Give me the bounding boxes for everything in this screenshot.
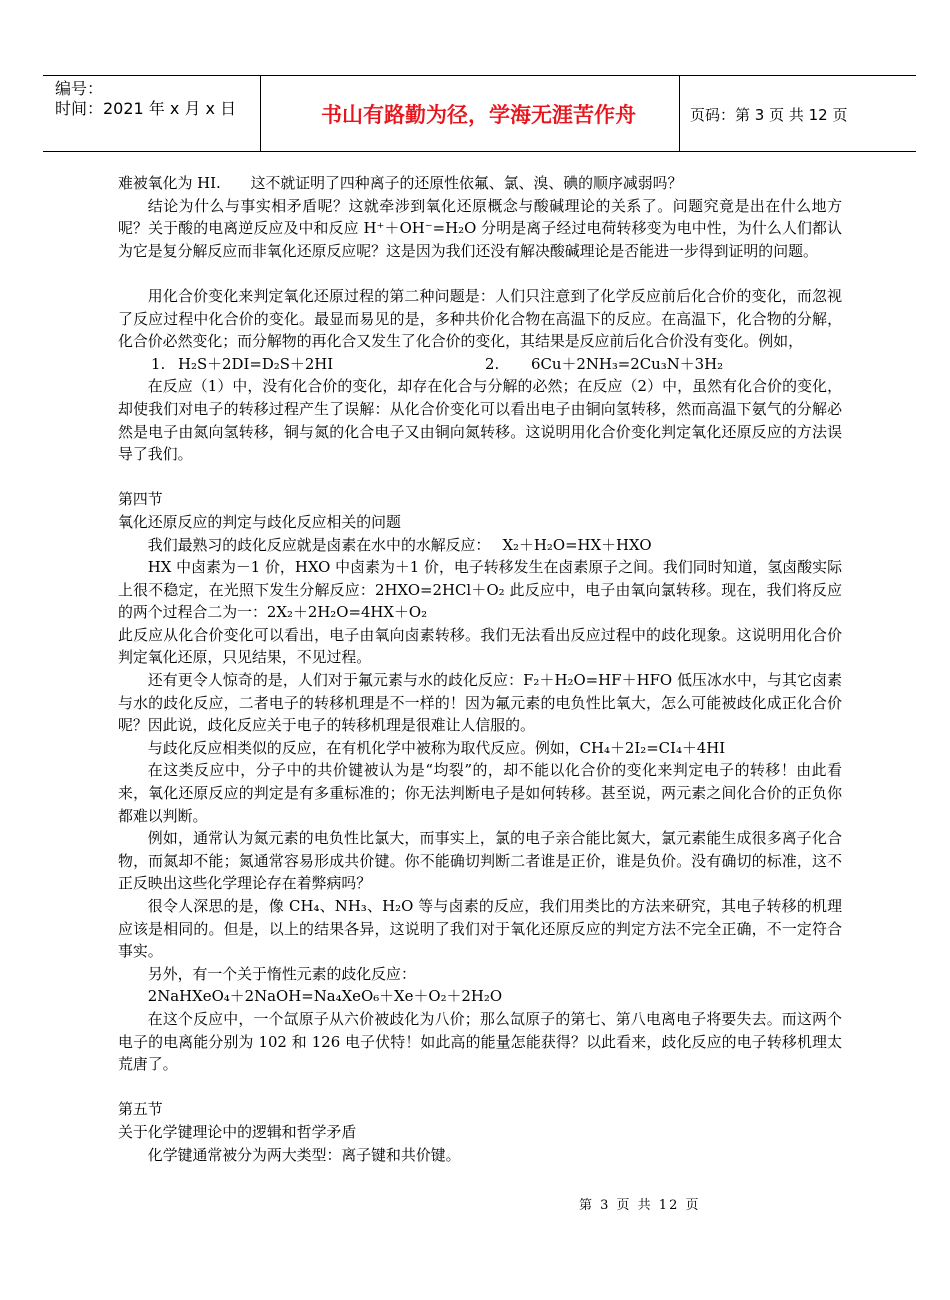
paragraph: 在这类反应中，分子中的共价键被认为是“均裂”的，却不能以化合价的变化来判定电子的转移！由此看来，氧化还原反应的判定是有多重标准的；你无法判断电子是如何转移。甚至说，两元素之间化合价的正负你都难以判断。 [118, 761, 842, 825]
header-motto: 书山有路勤为径，学海无涯苦作舟 [321, 102, 636, 127]
paragraph: 化学键通常被分为两大类型：离子键和共价键。 [147, 1145, 461, 1164]
ionic-equation: H⁺＋OH⁻=H₂O [363, 219, 477, 238]
paragraph: 在反应（1）中，没有化合价的变化，却存在化合与分解的必然；在反应（2）中，虽然有化合价的变化，却使我们对电子的转移过程产生了误解：从化合价变化可以看出电子由铜向氢转移，然而高温下氨气的分解必然是电子由氮向氢转移，铜与氮的化合电子又由铜向氮转移。这说明用化合价变化判定氧化还原反应的方法误导了我们。 [118, 377, 842, 464]
paragraph: 用化合价变化来判定氧化还原过程的第二种问题是：人们只注意到了化学反应前后化合价的变化，而忽视了反应过程中化合价的变化。最显而易见的是，多种共价化合物在高温下的反应。在高温下，化合物的分解，化合价必然变化；而分解物的再化合又发生了化合价的变化，其结果是反应前后化合价没有变化。例如， [118, 286, 842, 351]
section-title: 氧化还原反应的判定与歧化反应相关的问题 [118, 512, 401, 531]
paragraph: 在这个反应中，一个氙原子从六价被歧化为八价；那么氙原子的第七、第八电离电子将要失去。而这两个电子的电离能分别为 102 和 126 电子伏特！如此高的能量怎能获得？以此看来，歧化反应的电子转移机理太荒唐了。 [118, 1009, 842, 1074]
page-footer: 第 3 页 共 12 页 [579, 1198, 701, 1213]
equation: 6Cu＋2NH₃=2Cu₃N＋3H₂ [531, 354, 724, 373]
document-body [118, 172, 842, 1166]
paragraph: 还有更令人惊奇的是，人们对于氟元素与水的歧化反应：F₂＋H₂O=HF＋HFO 低压冰水中，与其它卤素与水的歧化反应，二者电子的转移机理是不一样的！因为氟元素的电负性比氧大，怎么可能被歧化成正化合价呢？因此说，歧化反应关于电子的转移机理是很难让人信服的。 [118, 671, 842, 735]
paragraph: 难被氧化为 HI. 这不就证明了四种离子的还原性依氟、氯、溴、碘的顺序减弱吗？ [118, 174, 683, 192]
page-header [43, 75, 916, 152]
equation-number: 1. [151, 354, 166, 373]
section-heading: 第四节 [118, 490, 163, 509]
paragraph: 另外，有一个关于惰性元素的歧化反应： [147, 964, 416, 983]
paragraph: 结论为什么与事实相矛盾呢？这就牵涉到氧化还原概念与酸碱理论的关系了。问题究竟是出在什么地方呢？关于酸的电离逆反应及中和反应 H⁺＋OH⁻=H₂O 分明是离子经过电荷转移变为电中性，为什么人们都认为它是复分解反应而非氧化还原反应呢？这是因为我们还没有解决酸碱理论是否能进一步得到证明的问题。 [118, 196, 842, 260]
header-divider [679, 76, 680, 151]
paragraph: 例如，通常认为氮元素的电负性比氯大，而事实上，氯的电子亲合能比氮大，氯元素能生成很多离子化合物，而氮却不能；氮通常容易形成共价键。你不能确切判断二者谁是正价，谁是负价。没有确切的标准，这不正反映出这些化学理论存在着弊病吗？ [118, 829, 842, 893]
section-title: 关于化学键理论中的逻辑和哲学矛盾 [118, 1122, 357, 1141]
paragraph: 很令人深思的是，像 CH₄、NH₃、H₂O 等与卤素的反应，我们用类比的方法来研究，其电子转移的机理应该是相同的。但是，以上的结果各异，这说明了我们对于氧化还原反应的判定方法不完全正确，不一定符合事实。 [118, 897, 842, 961]
header-meta [55, 79, 236, 119]
header-page-info: 页码：第 3 页 共 12 页 [690, 106, 848, 124]
paragraph: 与歧化反应相类似的反应，在有机化学中被称为取代反应。例如，CH₄＋2I₂=CI₄＋4HI [147, 738, 726, 757]
paragraph: HX 中卤素为－1 价，HXO 中卤素为＋1 价，电子转移发生在卤素原子之间。我们同时知道，氢卤酸实际上很不稳定，在光照下发生分解反应：2HXO=2HCl＋O₂ 此反应中，电子由氧向氯转移。现在，我们将反应的两个过程合二为一：2X₂＋2H₂O=4HX＋O₂ [118, 558, 842, 622]
paragraph: 此反应从化合价变化可以看出，电子由氧向卤素转移。我们无法看出反应过程中的歧化现象。这说明用化合价判定氧化还原，只见结果，不见过程。 [118, 625, 842, 667]
doc-number-label: 编号： [55, 79, 104, 98]
section-heading: 第五节 [118, 1100, 163, 1119]
equation-line [118, 353, 842, 376]
doc-time-label: 时间：2021 年 x 月 x 日 [55, 99, 237, 118]
equation: H₂S＋2DI=D₂S＋2HI [178, 354, 334, 373]
equation: 2NaHXeO₄＋2NaOH=Na₄XeO₆＋Xe＋O₂＋2H₂O [147, 987, 503, 1006]
paragraph: 我们最熟习的歧化反应就是卤素在水中的水解反应： X₂＋H₂O=HX＋HXO [147, 535, 652, 554]
equation-number: 2. [485, 354, 500, 373]
